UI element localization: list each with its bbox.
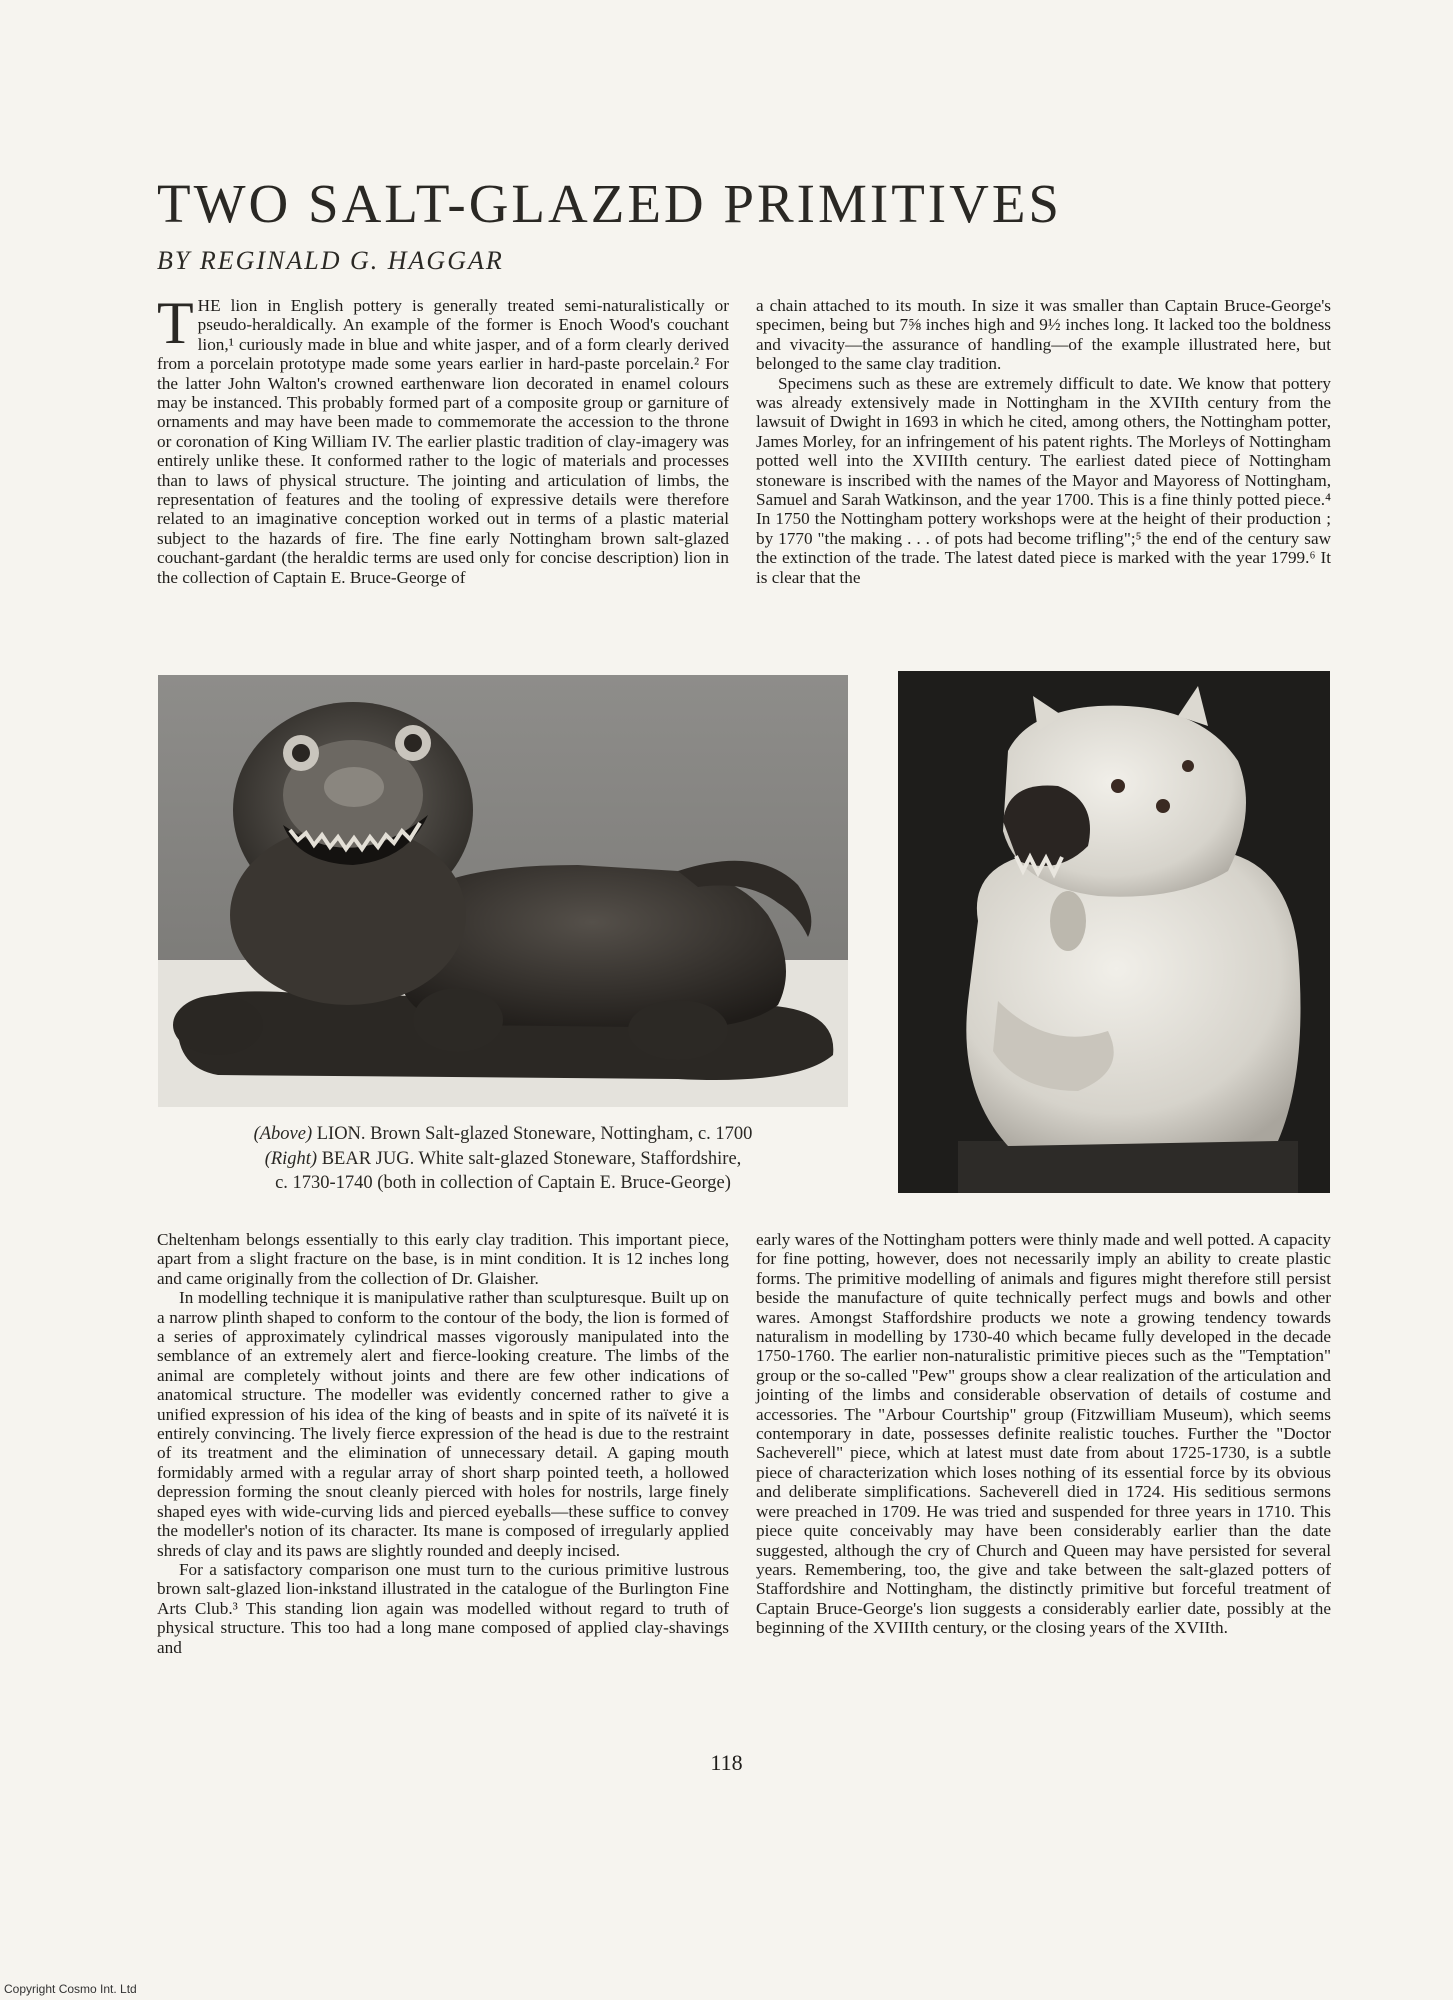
caption-lion — [158, 1122, 848, 1146]
caption-text: LION. Brown Salt-glazed Stoneware, Nottingham, c. 1700 — [316, 1124, 753, 1144]
page-number: 118 — [710, 1750, 743, 1775]
column-bottom-right — [756, 1230, 1331, 1638]
caption-prefix: (Above) — [253, 1124, 313, 1144]
lion-figure-image — [158, 675, 848, 1107]
copyright-watermark: Copyright Cosmo Int. Ltd — [4, 1982, 137, 1996]
paragraph: Cheltenham belongs essentially to this early clay tradition. This important piece, apart from a slight fracture on the base, is in mint condition. It is 12 inches long and came originally from the collection of Dr. Glaisher. — [157, 1230, 729, 1288]
paragraph: Specimens such as these are extremely difficult to date. We know that pottery was already extensively made in Nottingham in the XVIIth century from the lawsuit of Dwight in 1693 in which he cited, among others, the Nottingham potter, James Morley, for an infringement of his patent rights. The Morleys of Nottingham potted well into the XVIIIth century. The earliest dated piece of Nottingham stoneware is inscribed with the names of the Mayor and Mayoress of Nottingham, Samuel and Sarah Watkinson, and the year 1700. This is a fine thinly potted piece.⁴ In 1750 the Nottingham pottery workshops were at the height of their production ; by 1770 "the making . . . of pots had become trifling";⁵ the end of the century saw the extinction of the trade. The latest dated piece is marked with the year 1799.⁶ It is clear that the — [756, 373, 1331, 587]
column-top-left — [157, 290, 729, 587]
paragraph — [157, 290, 729, 587]
paragraph-text: HE lion in English pottery is generally treated semi-naturalistically or pseudo-heraldically. An example of the former is Enoch Wood's couchant lion,¹ curiously made in blue and white jasper, and of a form clearly derived from a porcelain prototype made some years earlier in hard-paste porcelain.² For the latter John Walton's crowned earthenware lion decorated in enamel colours may be instanced. This probably formed part of a composite group or garniture of ornaments and may have been made to commemorate the accession to the throne or coronation of King William IV. The earlier plastic tradition of clay-imagery was entirely unlike these. It conformed rather to the logic of materials and processes than to laws of physical structure. The jointing and articulation of limbs, the representation of features and the tooling of expressive details were therefore related to an imaginative conception worked out in terms of a plastic material subject to the hazards of fire. The fine early Nottingham brown salt-glazed couchant-gardant (the heraldic terms are used only for concise description) lion in the collection of Captain E. Bruce-George of — [157, 296, 729, 587]
bear-jug-image — [898, 671, 1330, 1193]
paragraph: a chain attached to its mouth. In size it was smaller than Captain Bruce-George's specimen, being but 7⅝ inches high and 9½ inches long. It lacked too the boldness and vivacity—the assurance of handling—of the example illustrated here, but belonged to the same clay tradition. — [756, 296, 1331, 374]
caption-text: c. 1730-1740 (both in collection of Captain E. Bruce-George) — [275, 1173, 731, 1193]
caption-text: BEAR JUG. White salt-glazed Stoneware, Staffordshire, — [321, 1149, 742, 1169]
caption-prefix: (Right) — [264, 1149, 318, 1169]
bear-jug-photograph — [898, 671, 1330, 1193]
column-bottom-left — [157, 1230, 729, 1657]
paragraph: early wares of the Nottingham potters were thinly made and well potted. A capacity for fine potting, however, does not necessarily imply an ability to create plastic forms. The primitive modelling of animals and figures might therefore still persist beside the manufacture of quite technically perfect mugs and bowls and other wares. Amongst Staffordshire products we note a growing tendency towards naturalism in modelling by 1730-40 which became fully developed in the decade 1750-1760. The earlier non-naturalistic primitive pieces such as the "Temptation" group or the so-called "Pew" groups show a clear realization of the articulation and jointing of the limbs and considerable observation of details of costume and accessories. The "Arbour Courtship" group (Fitzwilliam Museum), which seems contemporary in date, possesses definite realistic touches. Further the "Doctor Sacheverell" piece, which at latest must date from about 1725-1730, is a subtle piece of characterization which loses nothing of its essential force by its obvious and deliberate simplifications. Sacheverell died in 1724. His seditious sermons were preached in 1709. He was tried and suspended for three years in 1710. This piece quite conceivably may have been considerably earlier than the date suggested, although the cry of Church and Queen may have persisted for several years. Remembering, too, the give and take between the salt-glazed potters of Staffordshire and Nottingham, the distinctly primitive but forceful treatment of Captain Bruce-George's lion suggests a considerably earlier date, possibly at the beginning of the XVIIIth century, or the closing years of the XVIIth. — [756, 1230, 1331, 1638]
paragraph: In modelling technique it is manipulative rather than sculpturesque. Built up on a narrow plinth shaped to conform to the contour of the body, the lion is formed of a series of approximately cylindrical masses vigorously manipulated into the semblance of an extremely alert and fierce-looking creature. The limbs of the animal are completely without joints and there are few other indications of anatomical structure. The modeller was evidently concerned rather to give a unified expression of his idea of the king of beasts and in spite of its naïveté it is entirely convincing. The lively fierce expression of the head is due to the restraint of its treatment and the elimination of unnecessary detail. A gaping mouth formidably armed with a regular array of short sharp pointed teeth, a hollowed depression forming the snout cleanly pierced with holes for nostrils, large finely shaped eyes with wide-curving lids and pierced eyeballs—these suffice to convey the modeller's notion of its character. Its mane is composed of irregularly applied shreds of clay and its paws are slightly rounded and deeply incised. — [157, 1288, 729, 1560]
lion-photograph — [158, 675, 848, 1107]
caption-bear — [158, 1147, 848, 1195]
drop-cap: T — [157, 290, 194, 356]
column-top-right — [756, 296, 1331, 587]
article-byline: BY REGINALD G. HAGGAR — [157, 246, 504, 275]
paragraph: For a satisfactory comparison one must turn to the curious primitive lustrous brown salt-glazed lion-inkstand illustrated in the catalogue of the Burlington Fine Arts Club.³ This standing lion again was modelled without regard to truth of physical structure. This too had a long mane composed of applied clay-shavings and — [157, 1559, 729, 1657]
article-title: TWO SALT-GLAZED PRIMITIVES — [157, 173, 1063, 234]
